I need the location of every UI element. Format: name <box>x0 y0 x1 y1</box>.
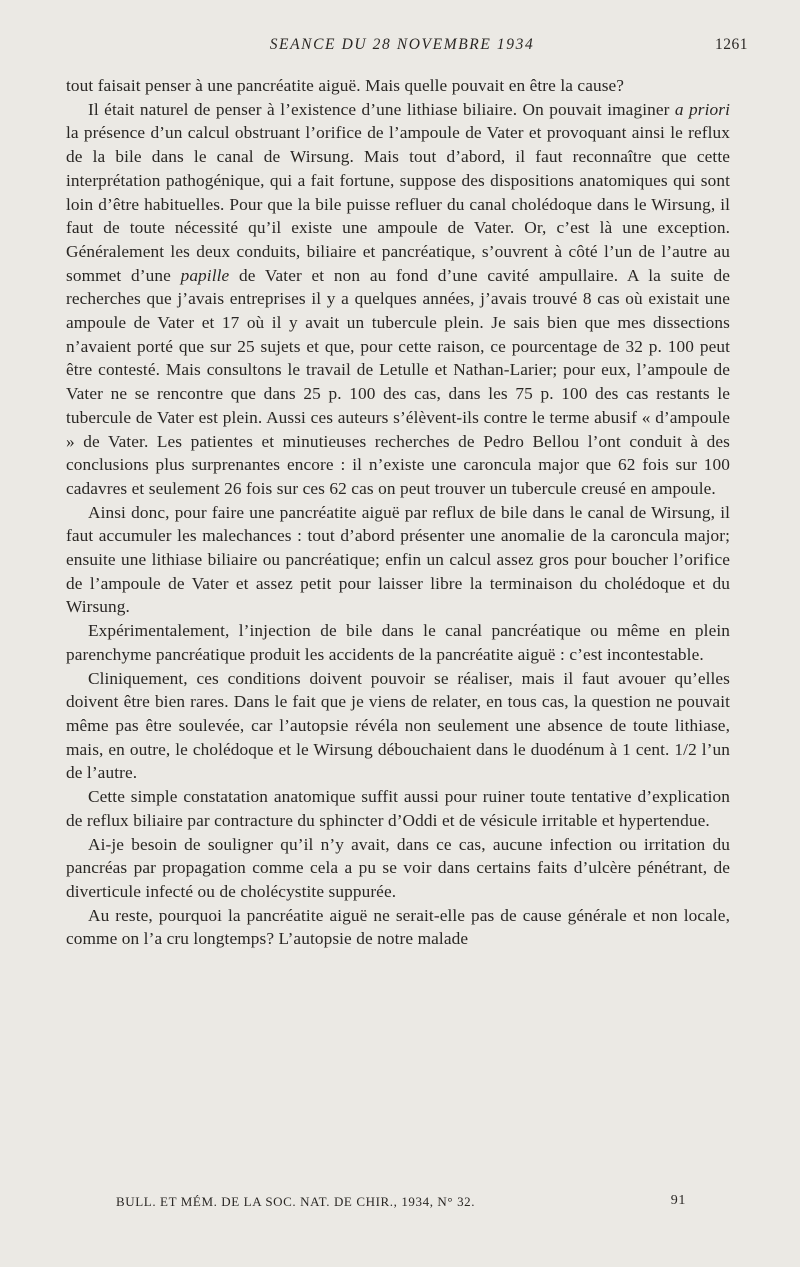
text-run: de Vater et non au fond d’une cavité ampullaire. A la suite de recherches que j’avais entreprises il y a quelques années, j’avais trouvé 8 cas où existait une ampoule de Vater et 17 où il y avait un tubercule plein. Je sais bien que mes dissections n’avaient porté que sur 25 sujets et que, pour cette raison, ce pourcentage de 32 p. 100 peut être contesté. Mais consultons le travail de Letulle et Nathan-Larier; pour eux, l’ampoule de Vater ne se rencontre que dans 25 p. 100 des cas, dans les 75 p. 100 des cas restants le tubercule de Vater est plein. Aussi ces auteurs s’élèvent-ils contre le terme abusif « d’ampoule » de Vater. Les patientes et minutieuses recherches de Pedro Bellou l’ont conduit à des conclusions plus surprenantes encore : il n’existe une caroncula major que 62 fois sur 100 cadavres et seulement 26 fois sur ces 62 cas on peut trouver un tubercule creusé en ampoule. <box>66 265 730 498</box>
paragraph <box>66 619 730 666</box>
paragraph <box>66 501 730 620</box>
page-number: 1261 <box>715 36 748 53</box>
text-run: Ai-je besoin de souligner qu’il n’y avait, dans ce cas, aucune infection ou irritation du pancréas par propagation comme cela a pu se voir dans certains faits d’ulcère pénétrant, de diverticule infecté ou de cholécystite suppurée. <box>66 834 730 901</box>
text-run: Cliniquement, ces conditions doivent pouvoir se réaliser, mais il faut avouer qu’elles doivent être bien rares. Dans le fait que je viens de relater, en tous cas, la question ne pouvait même pas être soulevée, car l’autopsie révéla non seulement une absence de toute lithiase, mais, en outre, le cholédoque et le Wirsung débouchaient dans le duodénum à 1 cent. 1/2 l’un de l’autre. <box>66 668 730 783</box>
paragraph <box>66 98 730 501</box>
paragraph <box>66 833 730 904</box>
text-run: Au reste, pourquoi la pancréatite aiguë ne serait-elle pas de cause générale et non locale, comme on l’a cru longtemps? L’autopsie de notre malade <box>66 905 730 949</box>
text-run: la présence d’un calcul obstruant l’orifice de l’ampoule de Vater et provoquant ainsi le reflux de la bile dans le canal de Wirsung. Mais tout d’abord, il faut reconnaître que cette interprétation pathogénique, qui a fait fortune, suppose des dispositions anatomiques qui sont loin d’être habituelles. Pour que la bile puisse refluer du canal cholédoque dans le Wirsung, il faut de toute nécessité qu’il existe une ampoule de Vater. Or, c’est là une exception. Généralement les deux conduits, biliaire et pancréatique, s’ouvrent à côté l’un de l’autre au sommet d’une <box>66 123 730 285</box>
text-run: tout faisait penser à une pancréatite aiguë. Mais quelle pouvait en être la cause? <box>66 76 625 95</box>
paragraph <box>66 667 730 786</box>
text-run: Ainsi donc, pour faire une pancréatite aiguë par reflux de bile dans le canal de Wirsung, il faut accumuler les malechances : tout d’abord présenter une anomalie de la caroncula major; ensuite une lithiase biliaire ou pancréatique; enfin un calcul assez gros pour boucher l’orifice de l’ampoule de Vater et assez petit pour laisser libre la terminaison du cholédoque et du Wirsung. <box>66 502 730 617</box>
running-head <box>66 36 748 58</box>
signature-mark: 91 <box>670 1193 686 1208</box>
running-title: SEANCE DU 28 NOVEMBRE 1934 <box>269 36 535 53</box>
article-body <box>66 74 730 951</box>
italic-text: a priori <box>674 99 730 119</box>
text-run: Cette simple constatation anatomique suffit aussi pour ruiner toute tentative d’explication de reflux biliaire par contracture du sphincter d’Oddi et de vésicule irritable et hypertendue. <box>66 787 730 830</box>
italic-text: papille <box>180 265 230 285</box>
page-footer <box>116 1194 686 1214</box>
paragraph <box>66 785 730 832</box>
paragraph <box>66 74 730 98</box>
text-run: Expérimentalement, l’injection de bile dans le canal pancréatique ou même en plein parenchyme pancréatique produit les accidents de la pancréatite aiguë : c’est incontestable. <box>66 621 730 664</box>
text-run: Il était naturel de penser à l’existence d’une lithiase biliaire. On pouvait imaginer <box>88 99 675 119</box>
paragraph <box>66 904 730 951</box>
journal-citation: BULL. ET MÉM. DE LA SOC. NAT. DE CHIR., 1934, N° 32. <box>116 1194 476 1209</box>
